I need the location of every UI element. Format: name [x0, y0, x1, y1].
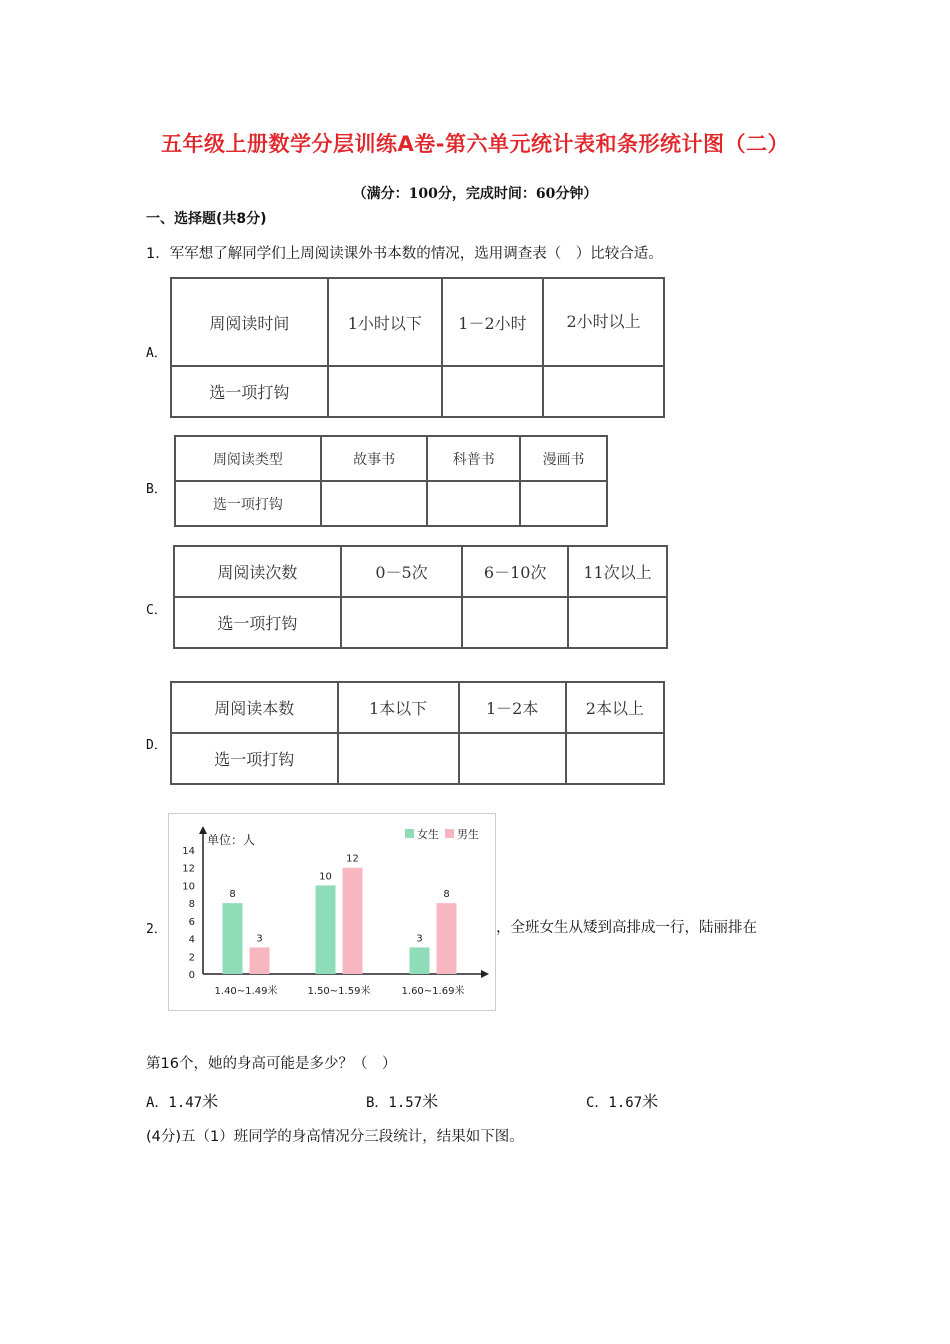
table-cell: [321, 481, 428, 526]
answer-b: [366, 1089, 438, 1112]
bar: [250, 947, 270, 974]
table-cell: 6－10次: [462, 546, 568, 597]
bar: [223, 903, 243, 974]
option-d-table: [170, 681, 665, 785]
answer-a-unit: 米: [202, 1092, 219, 1111]
table-cell: [459, 733, 566, 784]
y-tick-label: 8: [188, 899, 195, 911]
table-cell: 周阅读次数: [174, 546, 341, 597]
data-label: 8: [443, 889, 450, 901]
table-cell: [568, 597, 667, 648]
table-cell: [341, 597, 462, 648]
chart-svg: [169, 814, 495, 1010]
table-cell: [543, 366, 664, 417]
data-label: 3: [256, 933, 263, 945]
bar: [343, 868, 363, 974]
x-axis-arrow: [481, 970, 489, 978]
x-tick-label: 1.60~1.69米: [401, 986, 465, 997]
table-cell: 选一项打钩: [174, 597, 341, 648]
x-tick-label: 1.40~1.49米: [214, 986, 278, 997]
table-cell: 周阅读时间: [171, 278, 328, 366]
height-bar-chart: [168, 813, 496, 1011]
y-axis-arrow: [199, 826, 207, 834]
table-cell: 选一项打钩: [171, 733, 338, 784]
data-label: 10: [319, 871, 332, 883]
table-cell: [338, 733, 459, 784]
y-tick-label: 10: [182, 881, 195, 893]
legend-swatch: [405, 829, 414, 838]
data-label: 12: [346, 853, 359, 865]
option-label-d: D．: [146, 738, 167, 753]
y-tick-label: 0: [188, 970, 195, 981]
bar: [410, 947, 430, 974]
question-2-text: ，全班女生从矮到高排成一行，陆丽排在: [496, 920, 757, 936]
question-2-number: 2．: [146, 922, 167, 937]
table-cell: 11次以上: [568, 546, 667, 597]
table-cell: [427, 481, 520, 526]
answer-c-unit: 米: [642, 1092, 659, 1111]
answer-a: [146, 1089, 218, 1112]
answer-a-label: A．1.47: [146, 1095, 203, 1111]
table-cell: 漫画书: [520, 436, 607, 481]
table-cell: 0－5次: [341, 546, 462, 597]
answer-c-label: C．1.67: [586, 1095, 643, 1111]
table-cell: 周阅读本数: [171, 682, 338, 733]
section-heading: 一、选择题(共8分): [146, 211, 267, 227]
table-cell: 科普书: [427, 436, 520, 481]
y-tick-label: 12: [182, 863, 195, 875]
answer-b-label: B．1.57: [366, 1095, 423, 1111]
bar: [316, 885, 336, 974]
y-tick-label: 14: [182, 846, 195, 857]
data-label: 3: [416, 933, 423, 945]
answer-c: [586, 1089, 658, 1112]
table-cell: 选一项打钩: [175, 481, 321, 526]
table-cell: 1本以下: [338, 682, 459, 733]
table-cell: 2本以上: [566, 682, 664, 733]
table-cell: 1－2本: [459, 682, 566, 733]
table-cell: [328, 366, 442, 417]
table-cell: 1－2小时: [442, 278, 543, 366]
unit-label: 单位：人: [207, 833, 256, 847]
option-label-a: A．: [146, 346, 167, 361]
option-b-table: [174, 435, 608, 527]
x-tick-label: 1.50~1.59米: [307, 986, 371, 997]
table-cell: 1小时以下: [328, 278, 442, 366]
table-cell: 周阅读类型: [175, 436, 321, 481]
table-cell: [442, 366, 543, 417]
question-3-text: (4分)五（1）班同学的身高情况分三段统计，结果如下图。: [146, 1129, 524, 1145]
legend-label: 男生: [457, 828, 479, 841]
table-cell: [520, 481, 607, 526]
bar: [437, 903, 457, 974]
y-tick-label: 4: [188, 934, 195, 946]
option-label-b: B．: [146, 482, 167, 497]
question-1: 1．军军想了解同学们上周阅读课外书本数的情况，选用调查表（ ）比较合适。: [146, 246, 663, 262]
legend-swatch: [445, 829, 454, 838]
y-tick-label: 2: [188, 952, 195, 964]
data-label: 8: [229, 889, 236, 901]
option-label-c: C．: [146, 603, 167, 618]
option-a-table: [170, 277, 665, 418]
table-cell: [566, 733, 664, 784]
table-cell: 2小时以上: [543, 278, 664, 366]
y-tick-label: 6: [188, 916, 195, 928]
table-cell: 故事书: [321, 436, 428, 481]
answer-b-unit: 米: [422, 1092, 439, 1111]
table-cell: 选一项打钩: [171, 366, 328, 417]
legend-label: 女生: [417, 828, 439, 841]
page-title: 五年级上册数学分层训练A卷-第六单元统计表和条形统计图（二）: [161, 132, 789, 156]
option-c-table: [173, 545, 668, 649]
exam-info: （满分：100分，完成时间：60分钟）: [352, 186, 598, 202]
table-cell: [462, 597, 568, 648]
question-2-text-continued: 第16个，她的身高可能是多少？（ ）: [146, 1056, 397, 1072]
